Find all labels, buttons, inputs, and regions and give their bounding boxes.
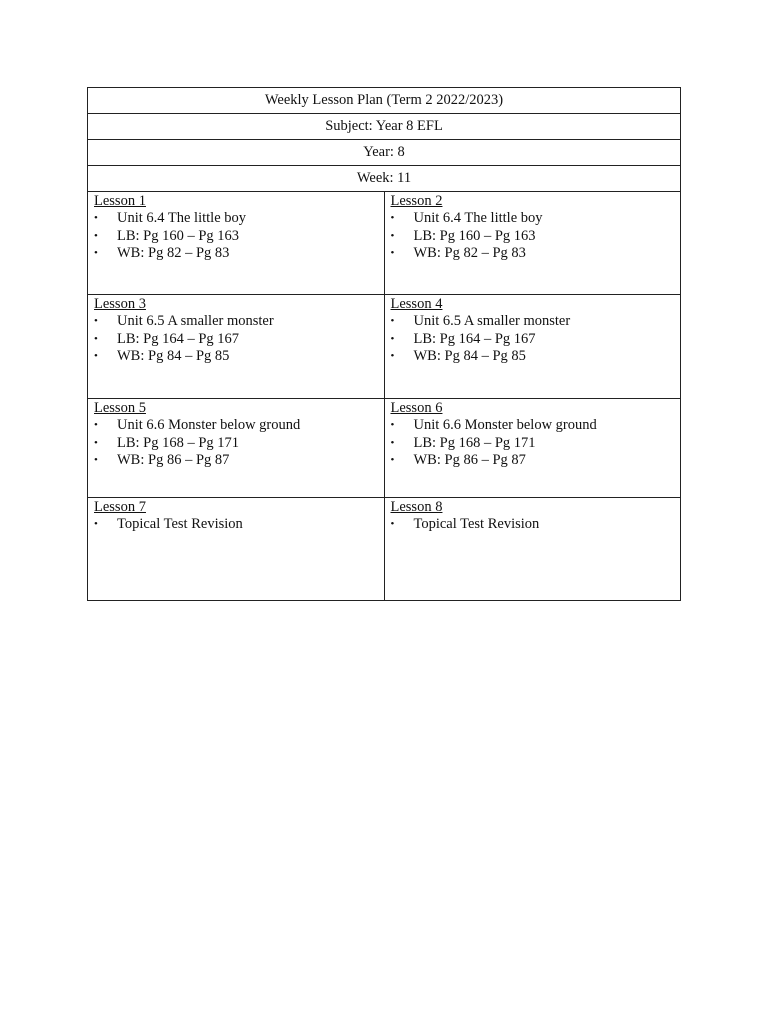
list-item — [391, 452, 675, 470]
lesson-row-4 — [88, 498, 681, 601]
lesson-row-3 — [88, 399, 681, 498]
list-item — [391, 313, 675, 331]
bullet-icon: • — [94, 454, 98, 467]
lesson-title: Lesson 5 — [94, 400, 146, 416]
list-item-text: LB: Pg 164 – Pg 167 — [413, 330, 536, 347]
bullet-icon: • — [94, 315, 98, 327]
list-item-text: WB: Pg 86 – Pg 87 — [117, 452, 230, 469]
header-row-week — [88, 166, 681, 192]
list-item — [94, 435, 378, 453]
bullet-icon: • — [94, 436, 98, 449]
lesson-cell-3 — [88, 295, 385, 399]
lesson-item-list — [391, 210, 675, 263]
lesson-cell-8 — [384, 498, 681, 601]
bullet-icon: • — [390, 229, 395, 242]
lesson-title: Lesson 8 — [390, 499, 443, 515]
lesson-title: Lesson 4 — [390, 296, 443, 312]
bullet-icon: • — [94, 518, 98, 530]
list-item — [391, 348, 675, 366]
bullet-icon: • — [390, 315, 395, 327]
lesson-item-list — [391, 417, 675, 470]
bullet-icon: • — [390, 247, 395, 260]
list-item-text: LB: Pg 160 – Pg 163 — [117, 227, 240, 244]
bullet-icon: • — [390, 212, 395, 224]
list-item — [391, 516, 675, 534]
lesson-title: Lesson 2 — [390, 193, 443, 209]
plan-title: Weekly Lesson Plan (Term 2 2022/2023) — [88, 88, 681, 114]
lesson-row-2 — [88, 295, 681, 399]
list-item-text: Topical Test Revision — [413, 516, 540, 532]
list-item-text: Unit 6.5 A smaller monster — [117, 313, 274, 329]
lesson-item-list — [94, 417, 378, 470]
lesson-plan-table — [87, 87, 681, 601]
list-item — [391, 210, 675, 228]
list-item — [94, 313, 378, 331]
list-item-text: WB: Pg 82 – Pg 83 — [117, 245, 230, 262]
list-item-text: WB: Pg 84 – Pg 85 — [117, 348, 230, 365]
bullet-icon: • — [94, 247, 98, 260]
lesson-title: Lesson 7 — [94, 499, 146, 515]
lesson-item-list — [94, 516, 378, 534]
list-item-text: WB: Pg 86 – Pg 87 — [413, 452, 526, 469]
lesson-item-list — [391, 516, 675, 534]
lesson-item-list — [391, 313, 675, 366]
lesson-cell-4 — [384, 295, 681, 399]
list-item-text: WB: Pg 82 – Pg 83 — [413, 245, 526, 262]
list-item — [391, 245, 675, 263]
bullet-icon: • — [390, 419, 395, 431]
year-label: Year: 8 — [88, 140, 681, 166]
lesson-cell-6 — [384, 399, 681, 498]
list-item-text: LB: Pg 164 – Pg 167 — [117, 330, 240, 347]
list-item-text: Topical Test Revision — [117, 516, 243, 532]
bullet-icon: • — [390, 518, 395, 530]
lesson-cell-7 — [88, 498, 385, 601]
bullet-icon: • — [94, 229, 98, 242]
lesson-row-1 — [88, 192, 681, 295]
header-row-year — [88, 140, 681, 166]
list-item-text: WB: Pg 84 – Pg 85 — [413, 348, 526, 365]
list-item-text: Unit 6.6 Monster below ground — [117, 417, 301, 433]
bullet-icon: • — [390, 436, 395, 449]
list-item-text: Unit 6.4 The little boy — [413, 210, 543, 226]
bullet-icon: • — [390, 350, 395, 363]
list-item — [94, 228, 378, 246]
list-item — [391, 417, 675, 435]
list-item — [391, 228, 675, 246]
list-item-text: Unit 6.5 A smaller monster — [413, 313, 571, 329]
week-label: Week: 11 — [88, 166, 681, 192]
list-item-text: LB: Pg 160 – Pg 163 — [413, 227, 536, 244]
list-item — [391, 435, 675, 453]
list-item — [94, 348, 378, 366]
lesson-cell-5 — [88, 399, 385, 498]
list-item — [94, 245, 378, 263]
lesson-item-list — [94, 313, 378, 366]
lesson-title: Lesson 3 — [94, 296, 146, 312]
lesson-title: Lesson 1 — [94, 193, 146, 209]
lesson-item-list — [94, 210, 378, 263]
list-item — [391, 331, 675, 349]
bullet-icon: • — [94, 350, 98, 363]
list-item — [94, 417, 378, 435]
bullet-icon: • — [94, 212, 98, 224]
bullet-icon: • — [94, 332, 98, 345]
bullet-icon: • — [94, 419, 98, 431]
bullet-icon: • — [390, 454, 395, 467]
bullet-icon: • — [390, 332, 395, 345]
subject-label: Subject: Year 8 EFL — [88, 114, 681, 140]
list-item — [94, 516, 378, 534]
lesson-title: Lesson 6 — [390, 400, 443, 416]
lesson-cell-2 — [384, 192, 681, 295]
list-item — [94, 331, 378, 349]
lesson-cell-1 — [88, 192, 385, 295]
list-item-text: Unit 6.4 The little boy — [117, 210, 247, 226]
list-item-text: LB: Pg 168 – Pg 171 — [117, 434, 240, 451]
list-item — [94, 452, 378, 470]
list-item-text: LB: Pg 168 – Pg 171 — [413, 434, 536, 451]
list-item — [94, 210, 378, 228]
header-row-subject — [88, 114, 681, 140]
list-item-text: Unit 6.6 Monster below ground — [413, 417, 597, 433]
header-row-title — [88, 88, 681, 114]
